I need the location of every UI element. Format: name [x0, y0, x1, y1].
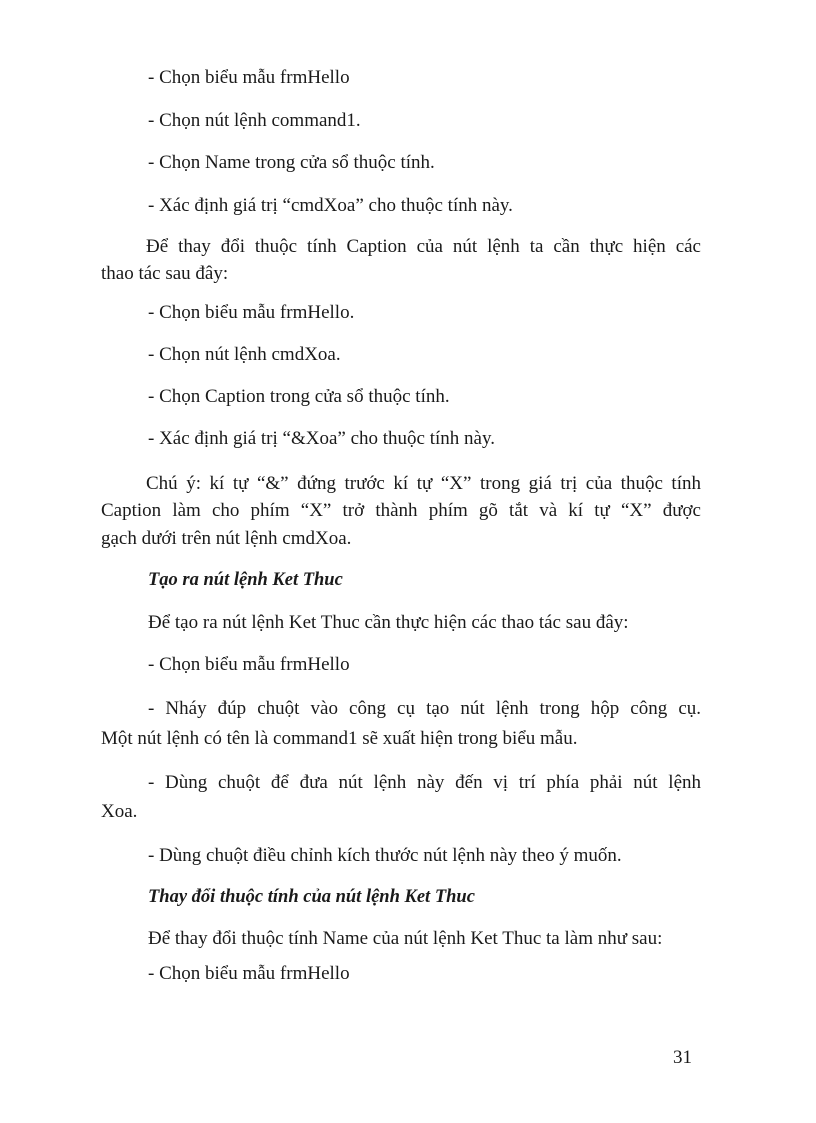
- text-line: - Chọn nút lệnh command1.: [148, 110, 361, 131]
- text-line: Để tạo ra nút lệnh Ket Thuc cần thực hiện các thao tác sau đây:: [148, 612, 629, 633]
- text-line: - Xác định giá trị “&Xoa” cho thuộc tính này.: [148, 428, 495, 449]
- text-line: - Nháy đúp chuột vào công cụ tạo nút lệnh trong hộp công cụ.: [148, 698, 701, 719]
- page-number: 31: [673, 1047, 692, 1068]
- text-line: Caption làm cho phím “X” trở thành phím gõ tắt và kí tự “X” được: [101, 500, 701, 521]
- text-line: - Dùng chuột điều chỉnh kích thước nút lệnh này theo ý muốn.: [148, 845, 622, 866]
- text-line: Xoa.: [101, 801, 138, 822]
- text-line: Để thay đổi thuộc tính Caption của nút lệnh ta cần thực hiện các: [146, 236, 701, 257]
- section-heading: Thay đổi thuộc tính của nút lệnh Ket Thuc: [148, 887, 475, 907]
- text-line: - Chọn biểu mẫu frmHello.: [148, 302, 355, 323]
- text-line: - Xác định giá trị “cmdXoa” cho thuộc tính này.: [148, 195, 513, 216]
- text-line: - Chọn biểu mẫu frmHello: [148, 67, 350, 88]
- text-line: thao tác sau đây:: [101, 263, 229, 284]
- text-line: Để thay đổi thuộc tính Name của nút lệnh Ket Thuc ta làm như sau:: [148, 928, 663, 949]
- text-line: - Chọn biểu mẫu frmHello: [148, 654, 350, 675]
- section-heading: Tạo ra nút lệnh Ket Thuc: [148, 570, 343, 590]
- text-line: gạch dưới trên nút lệnh cmdXoa.: [101, 528, 352, 549]
- text-line: - Chọn biểu mẫu frmHello: [148, 963, 350, 984]
- text-line: - Chọn nút lệnh cmdXoa.: [148, 344, 341, 365]
- text-line: - Chọn Name trong cửa sổ thuộc tính.: [148, 152, 435, 173]
- text-line: - Chọn Caption trong cửa sổ thuộc tính.: [148, 386, 450, 407]
- text-line: - Dùng chuột để đưa nút lệnh này đến vị trí phía phải nút lệnh: [148, 772, 701, 793]
- text-line: Một nút lệnh có tên là command1 sẽ xuất hiện trong biểu mẫu.: [101, 728, 578, 749]
- text-line: Chú ý: kí tự “&” đứng trước kí tự “X” trong giá trị của thuộc tính: [146, 473, 701, 494]
